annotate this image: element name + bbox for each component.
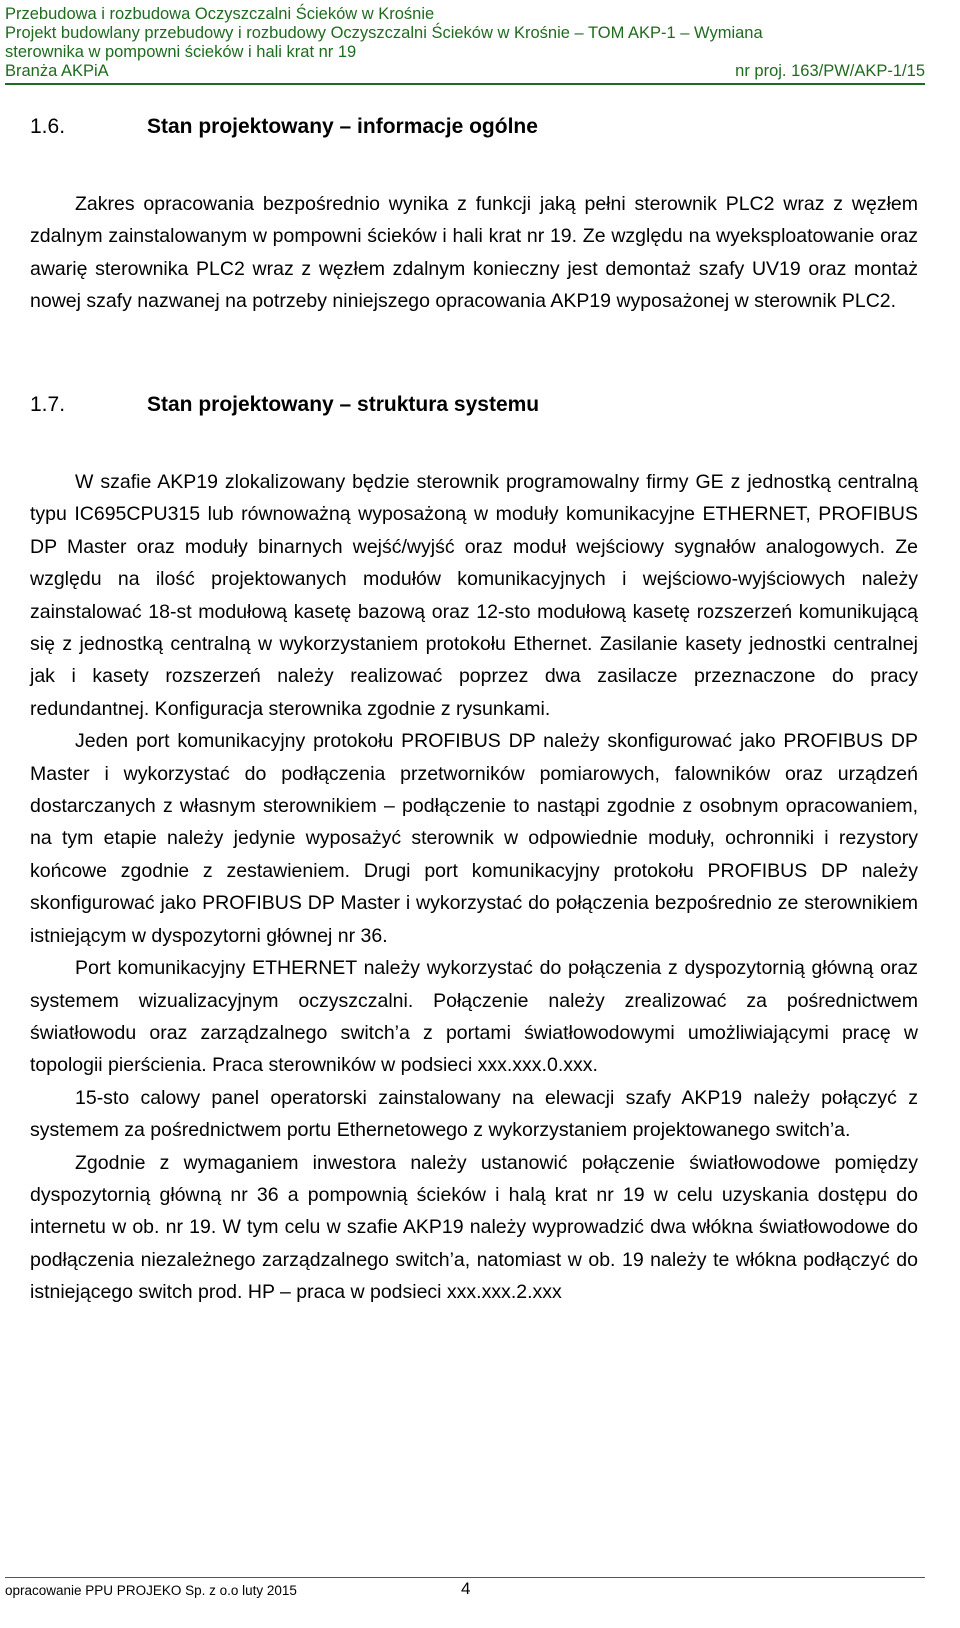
header-project: Projekt budowlany przebudowy i rozbudowy Oczyszczalni Ścieków w Krośnie – TOM AKP-1 – Wymiana (5, 24, 763, 42)
header-rule (5, 83, 925, 85)
section-number: 1.6. (30, 115, 66, 138)
page-number: 4 (461, 1579, 471, 1598)
footer-company: opracowanie PPU PROJEKO Sp. z o.o luty 2015 (5, 1583, 297, 1598)
header-branch: Branża AKPiA (5, 62, 109, 80)
paragraph: Jeden port komunikacyjny protokołu PROFIBUS DP należy skonfigurować jako PROFIBUS DP Master i wykorzystać do podłączenia przetworników pomiarowych, falowników oraz urządzeń dostarczanych z własnym sterownikiem – podłączenie to nastąpi zgodnie z osobnym opracowaniem, na tym etapie należy jedynie wyposażyć sterownik w odpowiednie moduły, ochronniki i rezystory końcowe zgodnie z zestawieniem. Drugi port komunikacyjny protokołu PROFIBUS DP należy skonfigurować jako PROFIBUS DP Master i wykorzystać do połączenia bezpośrednio ze sterownikiem istniejącym w dyspozytorni głównej nr 36. (30, 730, 918, 947)
section-1-6 (30, 114, 918, 318)
section-heading (30, 114, 918, 140)
section-title: Stan projektowany – informacje ogólne (147, 115, 538, 138)
paragraph: 15-sto calowy panel operatorski zainstalowany na elewacji szafy AKP19 należy połączyć z systemem za pośrednictwem portu Ethernetowego z wykorzystaniem projektowanego switch’a. (30, 1086, 918, 1142)
header-title: Przebudowa i rozbudowa Oczyszczalni Ścieków w Krośnie (5, 5, 435, 23)
header-project-number: nr proj. 163/PW/AKP-1/15 (735, 62, 925, 80)
section-title: Stan projektowany – struktura systemu (147, 393, 540, 416)
footer-rule (5, 1577, 925, 1578)
section-1-7 (30, 392, 918, 1309)
paragraph: Zakres opracowania bezpośrednio wynika z funkcji jaką pełni sterownik PLC2 wraz z węzłem zdalnym zainstalowanym w pompowni ścieków i hali krat nr 19. Ze względu na wyeksploatowanie oraz awarię sterownika PLC2 wraz z węzłem zdalnym konieczny jest demontaż szafy UV19 oraz montaż nowej szafy nazwanej na potrzeby niniejszego opracowania AKP19 wyposażonej w sterownik PLC2. (30, 193, 918, 313)
section-heading (30, 392, 918, 418)
document-header (5, 5, 925, 85)
header-subject: sterownika w pompowni ścieków i hali krat nr 19 (5, 43, 357, 61)
paragraph: W szafie AKP19 zlokalizowany będzie sterownik programowalny firmy GE z jednostką centralną typu IC695CPU315 lub równoważną wyposażoną w moduły komunikacyjne ETHERNET, PROFIBUS DP Master oraz moduły binarnych wejść/wyjść oraz moduł wejściowy sygnałów analogowych. Ze względu na ilość projektowanych modułów komunikacyjnych i wejściowo-wyjściowych należy zainstalować 18-st modułową kasetę bazową oraz 12-sto modułową kasetę rozszerzeń komunikującą się z jednostką centralną w wykorzystaniem protokołu Ethernet. Zasilanie kasety jednostki centralnej jak i kasety rozszerzeń należy realizować poprzez dwa zasilacze przeznaczone do pracy redundantnej. Konfiguracja sterownika zgodnie z rysunkami. (30, 471, 918, 720)
header-meta-row (5, 62, 925, 81)
paragraph: Port komunikacyjny ETHERNET należy wykorzystać do połączenia z dyspozytornią główną oraz systemem wizualizacyjnym oczyszczalni. Połączenie należy zrealizować za pośrednictwem światłowodu oraz zarządzalnego switch’a z portami światłowodowymi umożliwiającymi pracę w topologii pierścienia. Praca sterowników w podsieci xxx.xxx.0.xxx. (30, 957, 918, 1077)
document-footer (5, 1577, 925, 1603)
section-number: 1.7. (30, 393, 66, 416)
paragraph: Zgodnie z wymaganiem inwestora należy ustanowić połączenie światłowodowe pomiędzy dyspozytornią główną nr 36 a pompownią ścieków i halą krat nr 19 w celu uzyskania dostępu do internetu w ob. nr 19. W tym celu w szafie AKP19 należy wyprowadzić dwa włókna światłowodowe do podłączenia niezależnego zarządzalnego switch’a, natomiast w ob. 19 należy te włókna podłączyć do istniejącego switch prod. HP – praca w podsieci xxx.xxx.2.xxx (30, 1151, 918, 1304)
